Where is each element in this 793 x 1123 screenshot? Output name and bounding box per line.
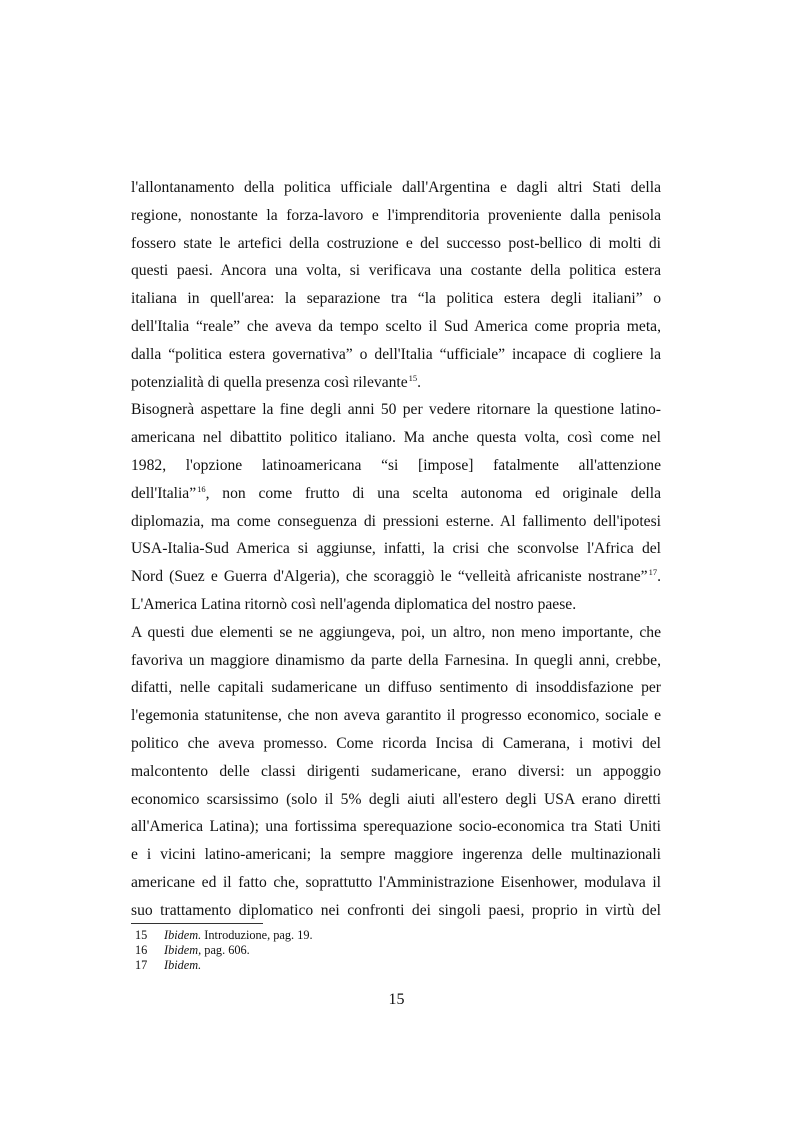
footnote-number: 17 xyxy=(135,958,148,972)
text-line: l'egemonia statunitense, che non aveva garantito il progresso economico, sociale e xyxy=(131,707,661,725)
text-fragment: Nord (Suez e Guerra d'Algeria), che scoraggiò le “velleità africaniste nostrane” xyxy=(131,568,648,586)
text-fragment: , non come frutto di una scelta autonoma ed originale della xyxy=(205,484,661,502)
footnote-number: 16 xyxy=(135,943,148,957)
footnote-italic: Ibidem. xyxy=(164,928,202,942)
footnote-number: 15 xyxy=(135,928,148,942)
text-line: favoriva un maggiore dinamismo da parte della Farnesina. In quegli anni, crebbe, xyxy=(131,651,661,669)
footnote-text: Introduzione, pag. 19. xyxy=(201,928,313,942)
text-line xyxy=(131,563,661,591)
text-line: questi paesi. Ancora una volta, si verificava una costante della politica estera xyxy=(131,262,661,280)
footnote-17 xyxy=(131,958,531,973)
text-line: dalla “politica estera governativa” o dell'Italia “ufficiale” incapace di cogliere la xyxy=(131,345,661,363)
text-fragment: . xyxy=(417,373,422,391)
text-fragment: dell'Italia” xyxy=(131,484,197,502)
text-line: economico scarsissimo (solo il 5% degli aiuti all'estero degli USA erano diretti xyxy=(131,790,661,808)
text-line: malcontento delle classi dirigenti sudamericane, erano diversi: un appoggio xyxy=(131,762,661,780)
text-fragment: potenzialità di quella presenza così rilevante xyxy=(131,373,408,391)
text-line: suo trattamento diplomatico nei confronti dei singoli paesi, proprio in virtù del xyxy=(131,901,661,919)
text-line: americana nel dibattito politico italiano. Ma anche questa volta, così come nel xyxy=(131,429,661,447)
text-line: italiana in quell'area: la separazione tra “la politica estera degli italiani” o xyxy=(131,290,661,308)
text-line xyxy=(131,369,661,397)
page-number: 15 xyxy=(388,991,405,1008)
text-line: politico che aveva promesso. Come ricorda Incisa di Camerana, i motivi del xyxy=(131,734,661,752)
footnote-text: pag. 606. xyxy=(201,943,250,957)
footnote-separator xyxy=(131,923,263,924)
footnote-15 xyxy=(131,928,531,943)
footnote-ref-16[interactable]: 16 xyxy=(197,483,206,494)
footnote-italic: Ibidem. xyxy=(164,958,202,972)
text-line xyxy=(131,480,661,508)
text-fragment: . xyxy=(657,568,661,586)
footnote-16 xyxy=(131,943,531,958)
text-line: USA-Italia-Sud America si aggiunse, infatti, la crisi che sconvolse l'Africa del xyxy=(131,540,661,558)
text-line: e i vicini latino-americani; la sempre maggiore ingerenza delle multinazionali xyxy=(131,846,661,864)
text-line: americane ed il fatto che, soprattutto l'Amministrazione Eisenhower, modulava il xyxy=(131,873,661,891)
text-line: all'America Latina); una fortissima sperequazione socio-economica tra Stati Uniti xyxy=(131,818,661,836)
text-line: fossero state le artefici della costruzione e del successo post-bellico di molti di xyxy=(131,234,661,252)
text-line: regione, nonostante la forza-lavoro e l'imprenditoria proveniente dalla penisola xyxy=(131,206,661,224)
footnote-ref-17[interactable]: 17 xyxy=(648,567,658,578)
text-line: diplomazia, ma come conseguenza di pressioni esterne. Al fallimento dell'ipotesi xyxy=(131,512,661,530)
footnote-ref-15[interactable]: 15 xyxy=(408,372,418,383)
text-line: Bisognerà aspettare la fine degli anni 50 per vedere ritornare la questione latino- xyxy=(131,401,661,419)
footnote-italic: Ibidem, xyxy=(164,943,202,957)
text-line: l'allontanamento della politica ufficiale dall'Argentina e dagli altri Stati della xyxy=(131,179,661,196)
text-line: dell'Italia “reale” che aveva da tempo scelto il Sud America come propria meta, xyxy=(131,317,661,335)
text-line: difatti, nelle capitali sudamericane un diffuso sentimento di insoddisfazione per xyxy=(131,679,661,697)
footnotes xyxy=(131,928,531,973)
body-text xyxy=(131,174,661,925)
text-line: L'America Latina ritornò così nell'agenda diplomatica del nostro paese. xyxy=(131,595,577,613)
text-line: A questi due elementi se ne aggiungeva, poi, un altro, non meno importante, che xyxy=(131,623,661,641)
text-line: 1982, l'opzione latinoamericana “si [impose] fatalmente all'attenzione xyxy=(131,456,661,474)
